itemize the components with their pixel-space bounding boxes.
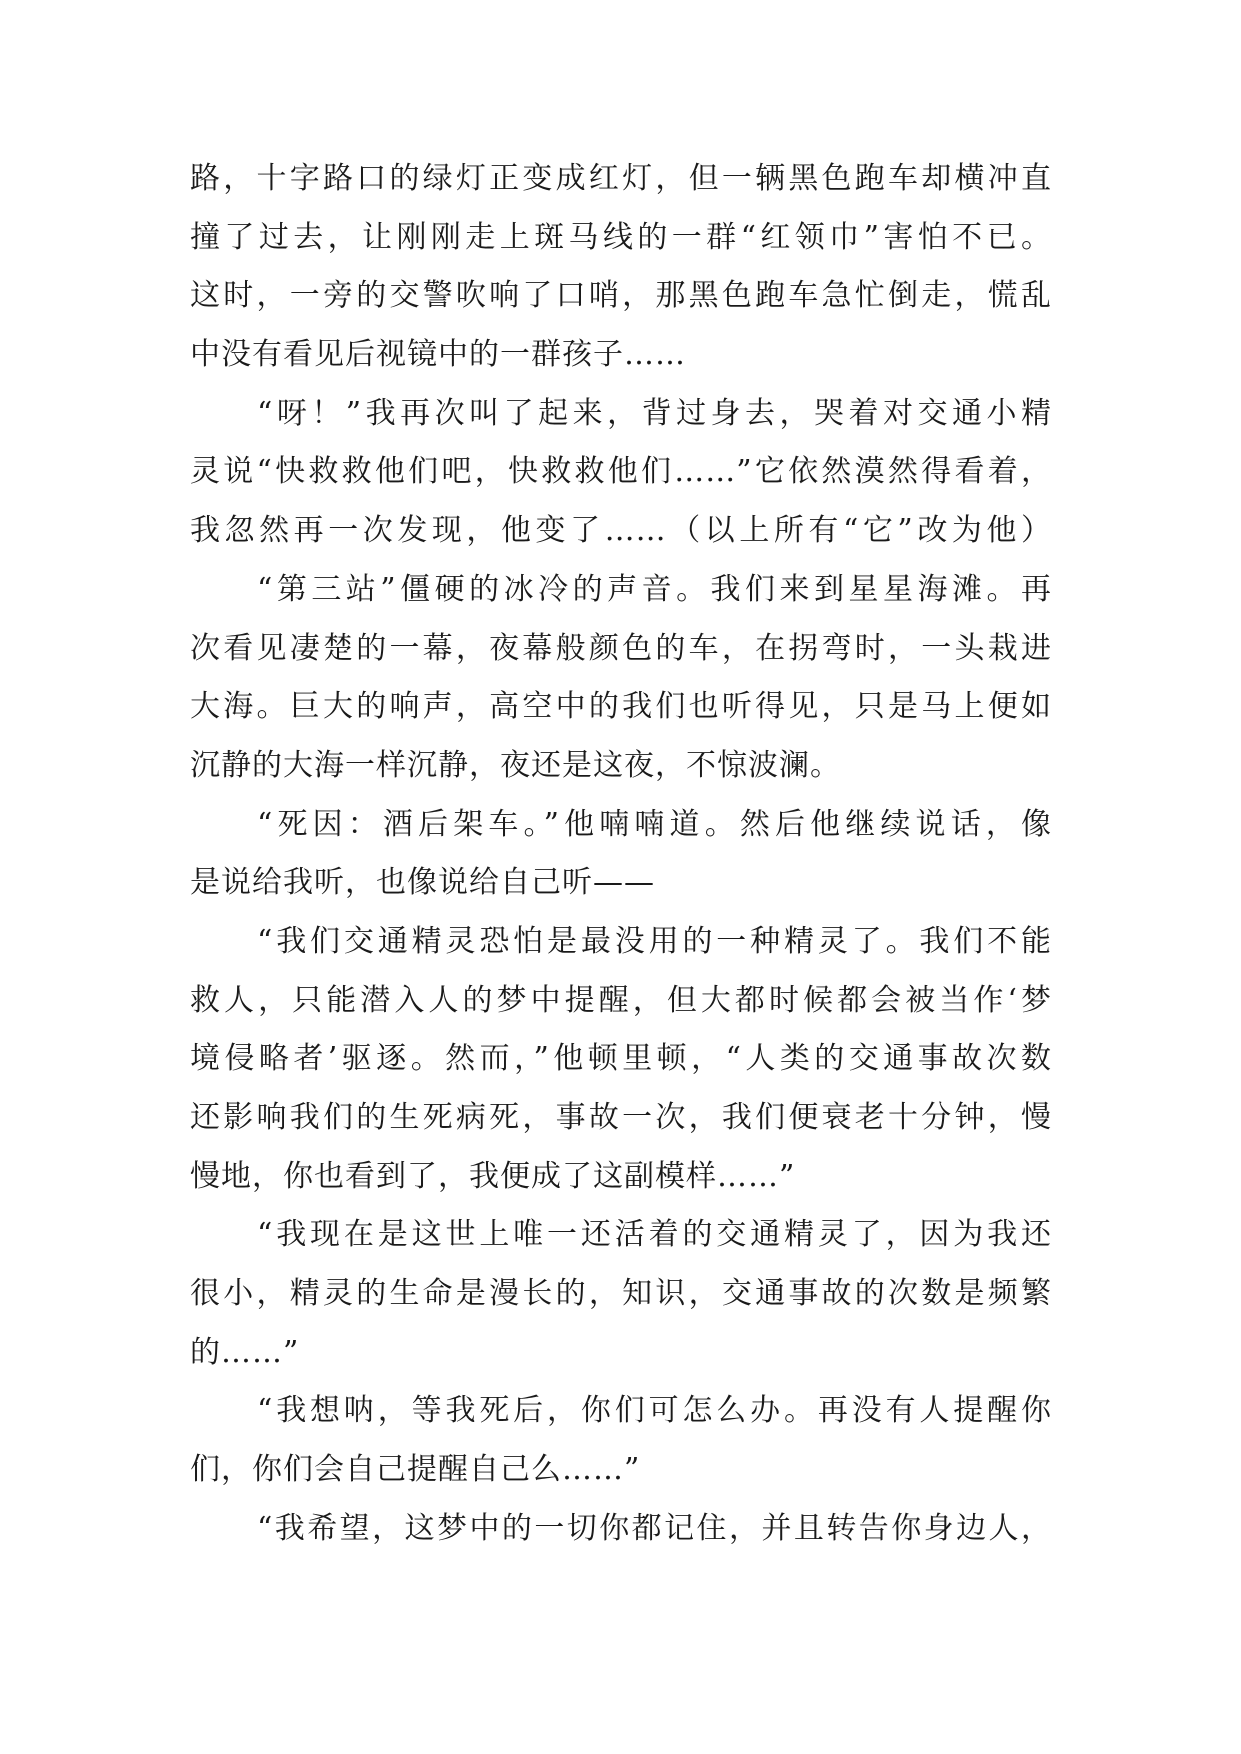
text-line: 很小，精灵的生命是漫长的，知识，交通事故的次数是频繁 — [190, 1276, 1052, 1312]
text-line: 大海。巨大的响声，高空中的我们也听得见，只是马上便如 — [190, 689, 1052, 725]
text-line: 的……” — [190, 1334, 300, 1370]
text-line: 我忽然再一次发现，他变了……（以上所有“它”改为他） — [190, 513, 1052, 549]
text-line: 撞了过去，让刚刚走上斑马线的一群“红领巾”害怕不已。 — [190, 219, 1052, 255]
text-line: “死因：酒后架车。”他喃喃道。然后他继续说话，像 — [257, 806, 1052, 842]
text-line: 是说给我听，也像说给自己听—— — [190, 865, 655, 901]
text-line: “我希望，这梦中的一切你都记住，并且转告你身边人， — [257, 1510, 1052, 1546]
text-line: 次看见凄楚的一幕，夜幕般颜色的车，在拐弯时，一头栽进 — [190, 630, 1052, 666]
text-line: “呀！”我再次叫了起来，背过身去，哭着对交通小精 — [257, 395, 1052, 431]
text-line: 灵说“快救救他们吧，快救救他们……”它依然漠然得看着， — [190, 454, 1052, 490]
text-line: “我想呐，等我死后，你们可怎么办。再没有人提醒你 — [257, 1393, 1052, 1429]
document-page — [190, 150, 1052, 1559]
text-line: 这时，一旁的交警吹响了口哨，那黑色跑车急忙倒走，慌乱 — [190, 278, 1052, 314]
text-line: 们，你们会自己提醒自己么……” — [190, 1452, 641, 1488]
text-line: 还影响我们的生死病死，事故一次，我们便衰老十分钟，慢 — [190, 1100, 1052, 1135]
text-line: 境侵略者’驱逐。然而，”他顿里顿，“人类的交通事故次数 — [190, 1041, 1052, 1077]
text-line: 中没有看见后视镜中的一群孩子…… — [190, 337, 686, 373]
text-line: 救人，只能潜入人的梦中提醒，但大都时候都会被当作‘梦 — [190, 982, 1052, 1018]
text-line: 路，十字路口的绿灯正变成红灯，但一辆黑色跑车却横冲直 — [190, 161, 1052, 196]
text-line: “我现在是这世上唯一还活着的交通精灵了，因为我还 — [257, 1217, 1052, 1253]
text-line: “第三站”僵硬的冰冷的声音。我们来到星星海滩。再 — [257, 571, 1052, 607]
text-line: 慢地，你也看到了，我便成了这副模样……” — [190, 1158, 796, 1194]
text-line: 沉静的大海一样沉静，夜还是这夜，不惊波澜。 — [190, 747, 841, 783]
text-line: “我们交通精灵恐怕是最没用的一种精灵了。我们不能 — [257, 923, 1052, 959]
